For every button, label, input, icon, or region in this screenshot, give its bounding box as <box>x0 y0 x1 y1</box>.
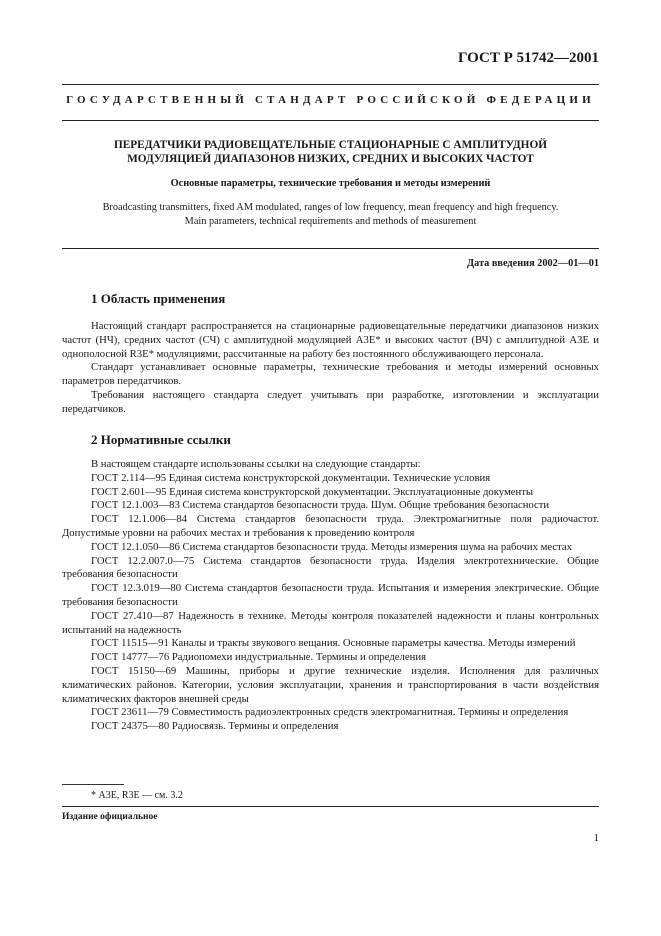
section-1-paragraph: Требования настоящего стандарта следует учитывать при разработке, изготовлении и эксплуатации передатчиков. <box>62 388 599 415</box>
document-subtitle: Основные параметры, технические требования и методы измерений <box>170 178 491 189</box>
reference-item: ГОСТ 12.1.050—86 Система стандартов безопасности труда. Методы измерения шума на рабочих местах <box>91 540 573 553</box>
gost-code: ГОСТ Р 51742—2001 <box>457 50 599 66</box>
reference-item: ГОСТ 12.1.003—83 Система стандартов безопасности труда. Шум. Общие требования безопасности <box>91 499 550 512</box>
reference-item: ГОСТ 14777—76 Радиопомехи индустриальные. Термины и определения <box>91 651 426 664</box>
document-title <box>62 139 599 166</box>
section-2-body <box>62 458 599 734</box>
footer-rule <box>62 806 599 807</box>
reference-item: ГОСТ 2.114—95 Единая система конструкторской документации. Технические условия <box>91 471 491 484</box>
reference-item: ГОСТ 11515—91 Каналы и тракты звукового вещания. Основные параметры качества. Методы измерений <box>91 637 576 650</box>
english-title-line-1: Broadcasting transmitters, fixed AM modulated, ranges of low frequency, mean frequency and high frequency. <box>102 202 559 213</box>
reference-item: ГОСТ 12.3.019—80 Система стандартов безопасности труда. Испытания и измерения электрические. Общие требования безопасности <box>62 582 599 608</box>
title-line-1: ПЕРЕДАТЧИКИ РАДИОВЕЩАТЕЛЬНЫЕ СТАЦИОНАРНЫЕ С АМПЛИТУДНОЙ <box>113 139 548 151</box>
reference-item: ГОСТ 24375—80 Радиосвязь. Термины и определения <box>91 720 339 733</box>
title-line-2: МОДУЛЯЦИЕЙ ДИАПАЗОНОВ НИЗКИХ, СРЕДНИХ И ВЫСОКИХ ЧАСТОТ <box>127 152 534 165</box>
title-rule <box>62 248 599 249</box>
page-number: 1 <box>593 832 599 844</box>
reference-item: ГОСТ 15150—69 Машины, приборы и другие технические изделия. Исполнения для различных климатических районов. Категории, условия эксплуатации, хранения и транспортирования в части воздействия климатических факторов внешней среды <box>62 664 599 705</box>
introduction-date: Дата введения 2002—01—01 <box>467 258 599 269</box>
reference-item: ГОСТ 12.2.007.0—75 Система стандартов безопасности труда. Изделия электротехнические. Общие требования безопасности <box>62 554 599 581</box>
section-1-paragraph: Настоящий стандарт распространяется на стационарные радиовещательные передатчики диапазонов низких частот (НЧ), средних частот (СЧ) с амплитудной модуляцией А3Е* и высоких частот (ВЧ) с амплитудной А3Е и однополосной R3E* модуляциями, рассчитанные на работу без постоянного обслуживающего персонала. <box>62 320 599 360</box>
header-rule-bottom <box>62 120 599 121</box>
footnote: * А3Е, R3E — см. 3.2 <box>91 790 183 801</box>
english-title <box>62 201 599 228</box>
section-1-body <box>62 320 599 417</box>
official-edition-label: Издание официальное <box>62 812 158 822</box>
references-intro: В настоящем стандарте использованы ссылки на следующие стандарты: <box>91 458 421 470</box>
reference-item: ГОСТ 23611—79 Совместимость радиоэлектронных средств электромагнитная. Термины и определения <box>91 706 569 719</box>
section-1-paragraph: Стандарт устанавливает основные параметры, технические требования и методы измерений основных параметров передатчиков. <box>62 361 599 388</box>
english-title-line-2: Main parameters, technical requirements and methods of measurement <box>184 215 477 227</box>
reference-item: ГОСТ 2.601—95 Единая система конструкторской документации. Эксплуатационные документы <box>91 485 534 498</box>
section-2-heading: 2 Нормативные ссылки <box>91 432 231 447</box>
reference-item: ГОСТ 27.410—87 Надежность в технике. Методы контроля показателей надежности и планы контрольных испытаний на надежность <box>62 609 599 636</box>
state-standard-banner: ГОСУДАРСТВЕННЫЙ СТАНДАРТ РОССИЙСКОЙ ФЕДЕРАЦИИ <box>66 94 595 106</box>
reference-item: ГОСТ 12.1.006—84 Система стандартов безопасности труда. Электромагнитные поля радиочастот. Допустимые уровни на рабочих местах и требования к проведению контроля <box>62 513 599 539</box>
footnote-rule <box>62 784 124 785</box>
section-1-heading: 1 Область применения <box>91 291 226 306</box>
header-rule-top <box>62 84 599 85</box>
